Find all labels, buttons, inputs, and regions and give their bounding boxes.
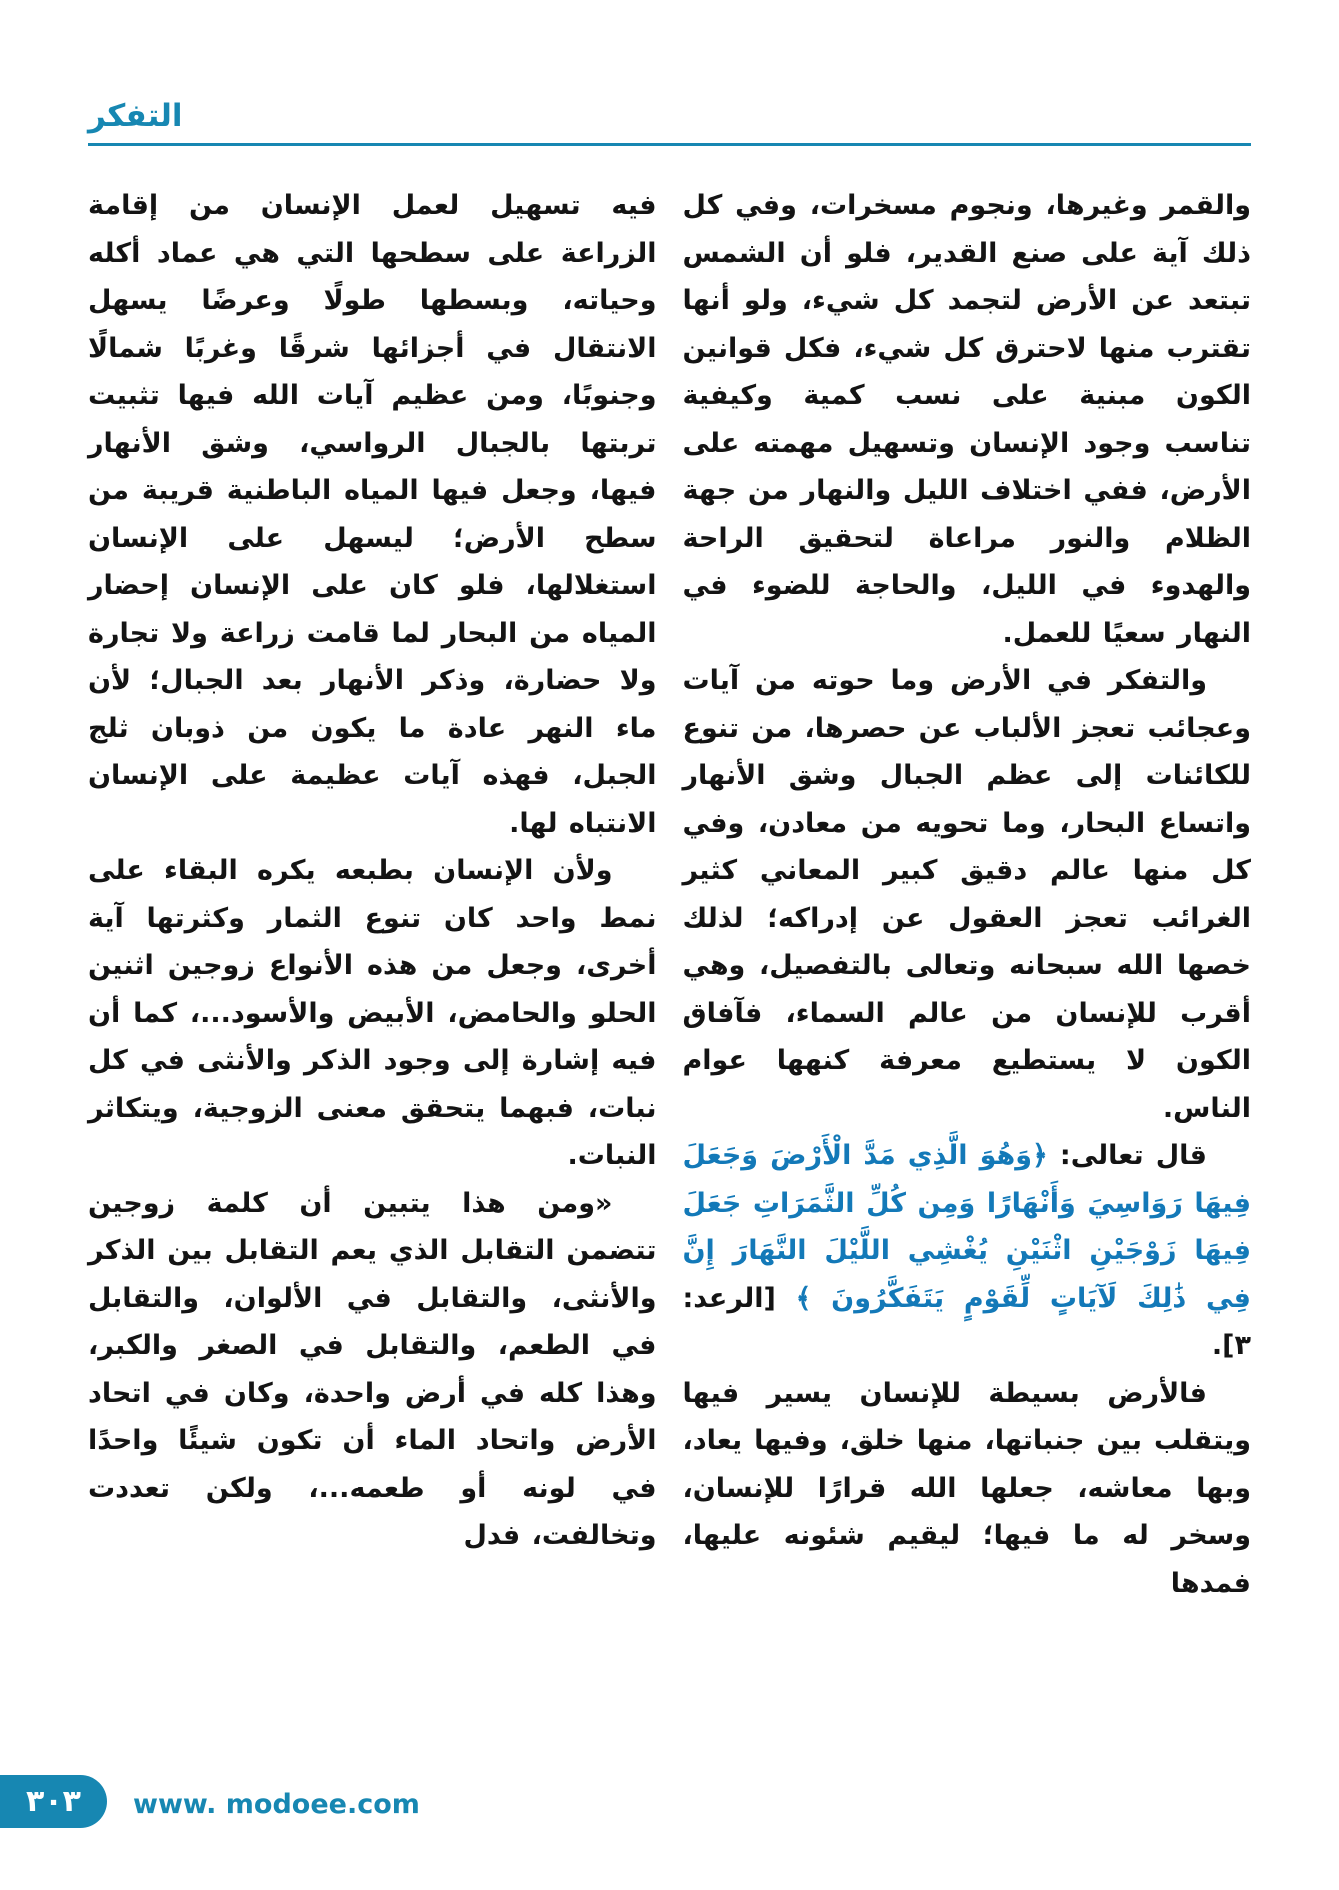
- page-number: ٣٠٣: [26, 1784, 81, 1819]
- paragraph: والقمر وغيرها، ونجوم مسخرات، وفي كل ذلك آية على صنع القدير، فلو أن الشمس تبتعد عن الأرض لتجمد كل شيء، ولو أنها تقترب منها لاحترق كل شيء، فكل قوانين الكون مبنية على نسب كمية وكيفية تناسب وجود الإنسان وتسهيل مهمته على الأرض، ففي اختلاف الليل والنهار من جهة الظلام والنور مراعاة لتحقيق الراحة والهدوء في الليل، والحاجة للضوء في النهار سعيًا للعمل.: [682, 190, 1251, 649]
- page-number-badge: [0, 1775, 107, 1828]
- website-link: www. modoee.com: [133, 1789, 420, 1820]
- header-divider: [88, 143, 1251, 146]
- page-content: [88, 182, 1251, 1607]
- paragraph: ولأن الإنسان بطبعه يكره البقاء على نمط واحد كان تنوع الثمار وكثرتها آية أخرى، وجعل من هذه الأنواع زوجين اثنين الحلو والحامض، الأبيض والأسود...، كما أن فيه إشارة إلى وجود الذكر والأنثى في كل نبات، فبهما يتحقق معنى الزوجية، ويتكاثر النبات.: [88, 855, 657, 1171]
- page-header: [88, 98, 1251, 146]
- paragraph: فالأرض بسيطة للإنسان يسير فيها ويتقلب بين جنباتها، منها خلق، وفيها يعاد، وبها معاشه، جعلها الله قرارًا للإنسان، وسخر له ما فيها؛ ليقيم شئونه عليها، فمدها: [682, 1377, 1251, 1599]
- page-header-title: التفكر: [88, 98, 183, 134]
- verse-reference: [الرعد: ٣].: [682, 1282, 1251, 1361]
- verse-intro: قال تعالى:: [1047, 1140, 1207, 1171]
- paragraph: والتفكر في الأرض وما حوته من آيات وعجائب تعجز الألباب عن حصرها، من تنوع للكائنات إلى عظم الجبال وشق الأنهار واتساع البحار، وما تحويه من معادن، وفي كل منها عالم دقيق كبير المعاني كثير الغرائب تعجز العقول عن إدراكه؛ لذلك خصها الله سبحانه وتعالى بالتفصيل، وهي أقرب للإنسان من عالم السماء، فآفاق الكون لا يستطيع معرفة كنهها عوام الناس.: [682, 665, 1251, 1124]
- paragraph: فيه تسهيل لعمل الإنسان من إقامة الزراعة على سطحها التي هي عماد أكله وحياته، وبسطها طولًا وعرضًا يسهل الانتقال في أجزائها شرقًا وغربًا شمالًا وجنوبًا، ومن عظيم آيات الله فيها تثبيت تربتها بالجبال الرواسي، وشق الأنهار فيها، وجعل فيها المياه الباطنية قريبة من سطح الأرض؛ ليسهل على الإنسان استغلالها، فلو كان على الإنسان إحضار المياه من البحار لما قامت زراعة ولا تجارة ولا حضارة، وذكر الأنهار بعد الجبال؛ لأن ماء النهر عادة ما يكون من ذوبان ثلج الجبل، فهذه آيات عظيمة على الإنسان الانتباه لها.: [88, 190, 657, 839]
- column-left: [88, 182, 657, 1560]
- column-right: [683, 182, 1252, 1607]
- verse-paragraph: [683, 1132, 1252, 1370]
- paragraph: «ومن هذا يتبين أن كلمة زوجين تتضمن التقابل الذي يعم التقابل بين الذكر والأنثى، والتقابل في الألوان، والتقابل في الطعم، والتقابل في الصغر والكبر، وهذا كله في أرض واحدة، وكان في اتحاد الأرض واتحاد الماء أن تكون شيئًا واحدًا في لونه أو طعمه...، ولكن تعددت وتخالفت، فدل: [88, 1187, 657, 1551]
- quran-verse: ﴿وَهُوَ الَّذِي مَدَّ الْأَرْضَ وَجَعَلَ فِيهَا رَوَاسِيَ وَأَنْهَارًا وَمِن كُلِّ الثَّمَرَاتِ جَعَلَ فِيهَا زَوْجَيْنِ اثْنَيْنِ يُغْشِي اللَّيْلَ النَّهَارَ إِنَّ فِي ذَٰلِكَ لَآيَاتٍ لِّقَوْمٍ يَتَفَكَّرُونَ ﴾: [682, 1140, 1251, 1314]
